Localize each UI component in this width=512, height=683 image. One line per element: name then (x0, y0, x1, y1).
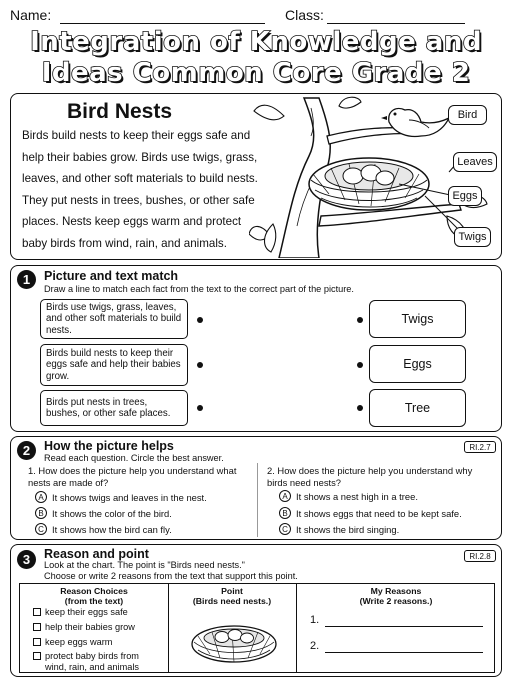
section-instructions-1: Look at the chart. The point is "Birds need nests." (44, 560, 245, 570)
option-letter: C (35, 523, 47, 535)
choice-1[interactable]: keep their eggs safe (33, 607, 163, 618)
col-header-my-reasons: My Reasons (Write 2 reasons.) (359, 586, 433, 606)
question-divider (257, 463, 258, 537)
question-2: 2. How does the picture help you understand why birds need nests? (267, 465, 473, 488)
class-field[interactable] (327, 8, 465, 24)
label-eggs: Eggs (448, 186, 482, 206)
checkbox[interactable] (33, 623, 41, 631)
choice-2[interactable]: help their babies grow (33, 622, 163, 633)
reason-line-2-number: 2. (310, 640, 320, 652)
q1-option-a[interactable]: A It shows twigs and leaves in the nest. (35, 491, 207, 503)
fact-2: Birds build nests to keep their eggs safe and help their babies grow. (40, 344, 188, 386)
option-letter: A (279, 490, 291, 502)
fact-1: Birds use twigs, grass, leaves, and other soft materials to build nests. (40, 299, 188, 339)
label-twigs: Twigs (454, 227, 491, 247)
passage-text: Birds build nests to keep their eggs safe and help their babies grow. Birds use twigs, grass, leaves, and other soft materials to build nests. They put nests in trees, bushes, or other safe places. Nests keep eggs warm and protect baby birds from wind, rain, and animals. (22, 129, 258, 250)
checkbox[interactable] (33, 652, 41, 660)
choice-4[interactable]: protect baby birds from wind, rain, and animals (33, 651, 158, 672)
q2-option-a[interactable]: A It shows a nest high in a tree. (279, 490, 418, 502)
option-letter: B (279, 507, 291, 519)
option-letter: C (279, 523, 291, 535)
option-letter: B (35, 507, 47, 519)
section-instructions: Draw a line to match each fact from the text to the correct part of the picture. (44, 284, 354, 294)
section-instructions: Read each question. Circle the best answer. (44, 453, 224, 463)
answer-eggs: Eggs (369, 345, 466, 383)
bird-nests-passage (10, 93, 502, 260)
match-dot-right-2[interactable] (357, 362, 363, 368)
answer-twigs: Twigs (369, 300, 466, 338)
reason-line-1-number: 1. (310, 614, 320, 626)
match-dot-left-2[interactable] (197, 362, 203, 368)
q1-option-b[interactable]: B It shows the color of the bird. (35, 507, 172, 519)
standard-badge: RI.2.7 (464, 441, 496, 453)
page-title-line-1: Integration of Knowledge and (30, 27, 482, 57)
reason-line-2[interactable] (325, 652, 483, 653)
match-dot-left-1[interactable] (197, 317, 203, 323)
fact-3: Birds put nests in trees, bushes, or other safe places. (40, 390, 188, 426)
checkbox[interactable] (33, 608, 41, 616)
q1-option-c[interactable]: C It shows how the bird can fly. (35, 523, 172, 535)
section-title: How the picture helps (44, 439, 174, 453)
page-title-line-2: Ideas Common Core Grade 2 (41, 58, 471, 88)
section-number: 1 (17, 270, 36, 289)
section-1-picture-text-match (10, 265, 502, 432)
choice-3[interactable]: keep eggs warm (33, 637, 163, 648)
option-letter: A (35, 491, 47, 503)
reason-line-1[interactable] (325, 626, 483, 627)
section-title: Picture and text match (44, 269, 179, 283)
label-leaves: Leaves (453, 152, 497, 172)
answer-tree: Tree (369, 389, 466, 427)
class-label: Class: (285, 7, 324, 23)
match-dot-right-3[interactable] (357, 405, 363, 411)
section-instructions-2: Choose or write 2 reasons from the text that support this point. (44, 571, 298, 581)
name-label: Name: (10, 7, 52, 23)
checkbox[interactable] (33, 638, 41, 646)
section-number: 2 (17, 441, 36, 460)
section-title: Reason and point (44, 547, 149, 561)
match-dot-left-3[interactable] (197, 405, 203, 411)
question-1: 1. How does the picture help you understand what nests are made of? (28, 465, 237, 488)
nest-icon (188, 616, 280, 666)
passage-title: Bird Nests (67, 100, 173, 123)
q2-option-b[interactable]: B It shows eggs that need to be kept safe. (279, 507, 462, 519)
col-header-point: Point (Birds need nests.) (192, 586, 272, 606)
standard-badge: RI.2.8 (464, 550, 496, 562)
col-header-reason-choices: Reason Choices (from the text) (60, 586, 128, 606)
reason-chart (19, 583, 495, 673)
q2-option-c[interactable]: C It shows the bird singing. (279, 523, 399, 535)
section-2-how-the-picture-helps (10, 436, 502, 540)
match-dot-right-1[interactable] (357, 317, 363, 323)
section-number: 3 (17, 550, 36, 569)
label-bird: Bird (448, 105, 487, 125)
name-field[interactable] (60, 8, 265, 24)
section-3-reason-and-point (10, 544, 502, 677)
